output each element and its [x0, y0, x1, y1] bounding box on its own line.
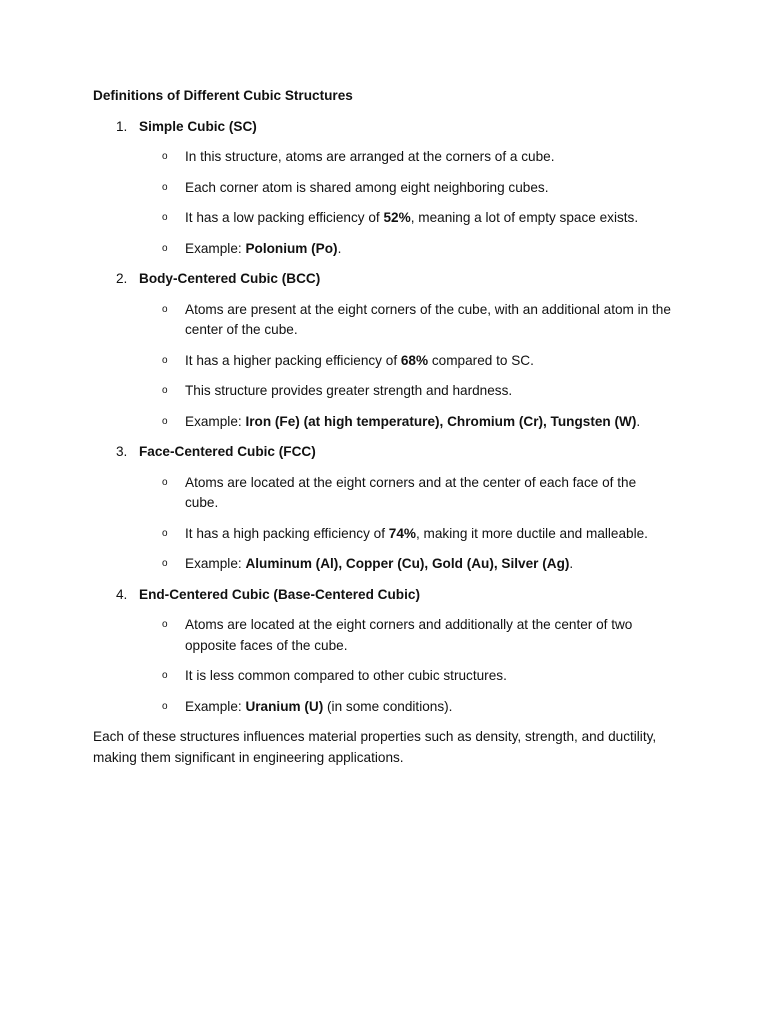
section — [93, 442, 673, 575]
text-run: , meaning a lot of empty space exists. — [410, 210, 639, 225]
list-item — [93, 697, 673, 718]
text-run: Example: — [185, 240, 246, 256]
sections-list — [93, 117, 673, 718]
bold-text: Iron (Fe) (at high temperature), Chromium (Cr), Tungsten (W) — [245, 413, 637, 429]
bullet-marker-icon: o — [162, 354, 168, 366]
list-item — [93, 473, 673, 514]
text-run: . — [337, 240, 342, 256]
text-run: Atoms are located at the eight corners and at the center of each face of the cube. — [185, 474, 637, 510]
section — [93, 585, 673, 718]
section-number: 4. — [116, 586, 128, 602]
list-item — [93, 666, 673, 687]
text-run: Each corner atom is shared among eight neighboring cubes. — [185, 179, 549, 195]
list-item — [93, 554, 673, 575]
text-run: It is less common compared to other cubic structures. — [185, 668, 507, 683]
list-item — [93, 381, 673, 402]
closing-paragraph: Each of these structures influences material properties such as density, strength, and ductility, making them significant in engineering applications. — [93, 729, 657, 765]
list-item — [93, 351, 673, 372]
bold-text: Uranium (U) — [245, 698, 324, 714]
bullet-marker-icon: o — [162, 212, 168, 223]
list-item — [93, 239, 673, 260]
bold-text: Polonium (Po) — [245, 240, 338, 256]
bullet-marker-icon: o — [162, 670, 168, 681]
bullet-list — [93, 300, 673, 433]
section-heading-text: Face-Centered Cubic (FCC) — [139, 444, 316, 459]
bullet-marker-icon: o — [162, 415, 168, 427]
bullet-marker-icon: o — [162, 303, 168, 315]
text-run: It has a high packing efficiency of — [185, 525, 389, 541]
text-run: In this structure, atoms are arranged at the corners of a cube. — [185, 149, 555, 164]
section-number: 1. — [116, 118, 128, 134]
list-item — [93, 178, 673, 199]
text-run: (in some conditions). — [323, 698, 453, 714]
bullet-marker-icon: o — [162, 527, 168, 539]
bold-text: Aluminum (Al), Copper (Cu), Gold (Au), Silver (Ag) — [245, 556, 570, 571]
section-heading-text: Body-Centered Cubic (BCC) — [139, 271, 321, 286]
text-run: Atoms are present at the eight corners of the cube, with an additional atom in the center of the cube. — [185, 301, 671, 337]
bold-text: 74% — [388, 525, 416, 541]
section-number: 2. — [116, 271, 128, 286]
text-run: It has a higher packing efficiency of — [185, 352, 401, 368]
section — [93, 117, 673, 260]
bullet-marker-icon: o — [162, 476, 168, 488]
text-run: , making it more ductile and malleable. — [416, 525, 648, 541]
bullet-marker-icon: o — [162, 151, 168, 162]
section-heading — [93, 585, 673, 606]
section-heading — [93, 117, 673, 138]
bullet-list — [93, 615, 673, 717]
text-run: Example: — [185, 413, 246, 429]
bold-text: 52% — [383, 210, 411, 225]
list-item — [93, 412, 673, 433]
text-run: Example: — [185, 698, 246, 714]
bullet-marker-icon: o — [162, 385, 168, 396]
section-heading-text: Simple Cubic (SC) — [139, 118, 257, 134]
list-item — [93, 147, 673, 168]
bullet-marker-icon: o — [162, 558, 168, 569]
text-run: . — [636, 413, 641, 429]
document-page — [93, 86, 673, 782]
section-number: 3. — [116, 444, 128, 459]
list-item — [93, 208, 673, 229]
text-run: This structure provides greater strength and hardness. — [185, 383, 513, 398]
list-item — [93, 300, 673, 341]
list-item — [93, 524, 673, 545]
text-run: It has a low packing efficiency of — [185, 210, 384, 225]
section-heading — [93, 442, 673, 463]
text-run: . — [569, 556, 574, 571]
bullet-marker-icon: o — [162, 242, 168, 254]
document-title: Definitions of Different Cubic Structures — [93, 88, 353, 103]
bold-text: 68% — [400, 352, 429, 368]
bullet-list — [93, 473, 673, 575]
bullet-marker-icon: o — [162, 619, 168, 630]
bullet-marker-icon: o — [162, 181, 168, 193]
bullet-marker-icon: o — [162, 700, 168, 712]
list-item — [93, 615, 673, 656]
section-heading-text: End-Centered Cubic (Base-Centered Cubic) — [139, 586, 420, 602]
section-heading — [93, 269, 673, 290]
text-run: Example: — [185, 556, 246, 571]
bullet-list — [93, 147, 673, 259]
text-run: Atoms are located at the eight corners and additionally at the center of two opposite faces of the cube. — [185, 617, 633, 653]
text-run: compared to SC. — [428, 352, 534, 368]
section — [93, 269, 673, 432]
